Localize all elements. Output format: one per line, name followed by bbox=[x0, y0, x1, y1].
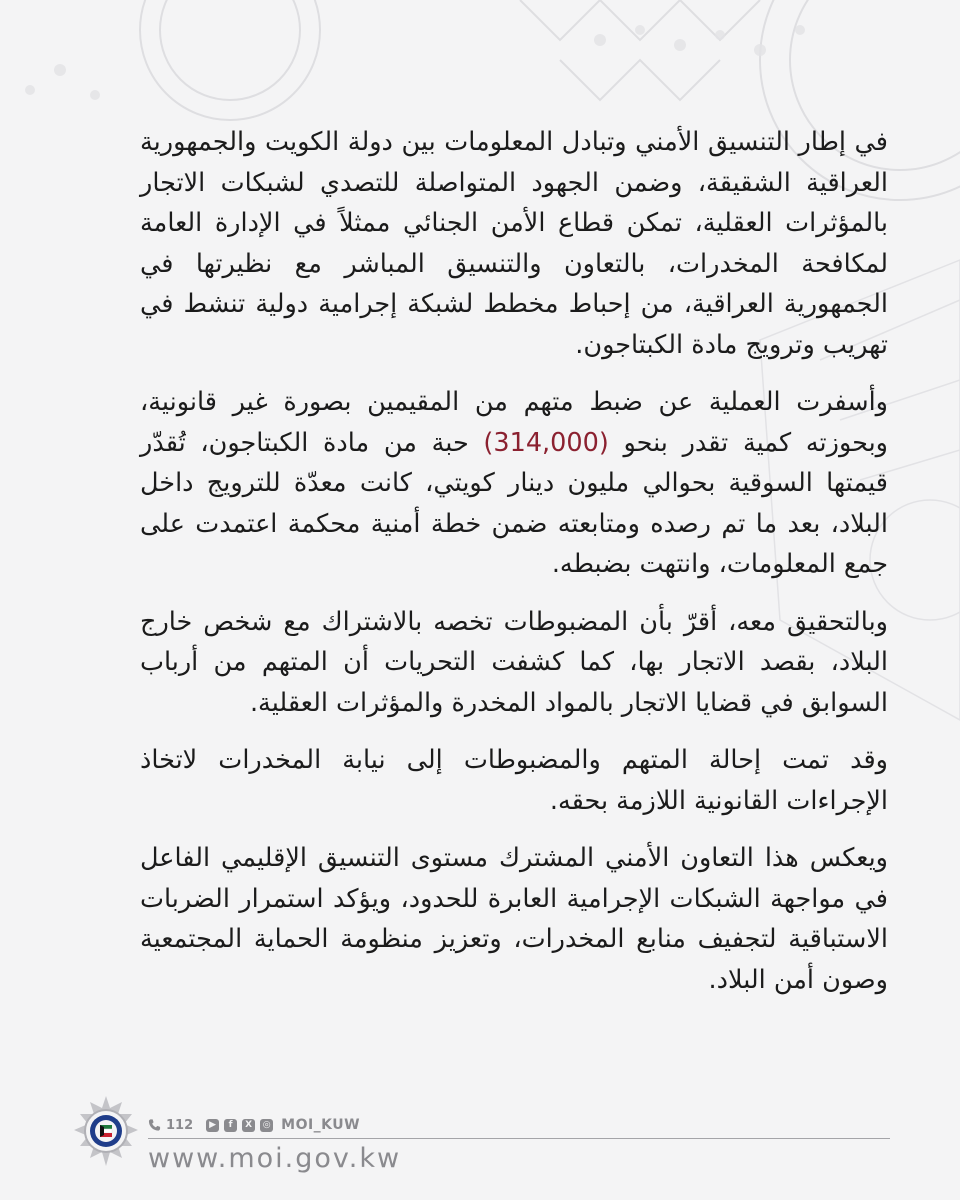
pill-count-highlight: (314,000) bbox=[483, 427, 609, 458]
phone-icon bbox=[148, 1118, 161, 1132]
paragraph-seizure bbox=[140, 382, 888, 585]
paragraph-referral: وقد تمت إحالة المتهم والمضبوطات إلى نيابة المخدرات لاتخاذ الإجراءات القانونية اللازمة بحقه. bbox=[140, 745, 888, 816]
press-release-body bbox=[140, 122, 888, 1017]
facebook-icon[interactable]: f bbox=[224, 1119, 237, 1132]
emergency-number: 112 bbox=[166, 1117, 194, 1133]
contact-row bbox=[148, 1114, 360, 1136]
website-link[interactable]: www.moi.gov.kw bbox=[148, 1143, 402, 1174]
seizure-text-before: وأسفرت العملية عن ضبط متهم من المقيمين بصورة غير قانونية، وبحوزته كمية تقدر بنحو bbox=[140, 387, 888, 458]
footer-divider bbox=[148, 1138, 890, 1139]
paragraph-conclusion: ويعكس هذا التعاون الأمني المشترك مستوى التنسيق الإقليمي الفاعل في مواجهة الشبكات الإجرامية العابرة للحدود، ويؤكد استمرار الضربات الاستباقية لتجفيف منابع المخدرات، وتعزيز منظومة الحماية المجتمعية وصون أمن البلاد. bbox=[140, 843, 888, 995]
x-icon[interactable]: X bbox=[242, 1119, 255, 1132]
social-handle[interactable]: MOI_KUW bbox=[281, 1117, 361, 1133]
paragraph-investigation: وبالتحقيق معه، أقرّ بأن المضبوطات تخصه بالاشتراك مع شخص خارج البلاد، بقصد الاتجار بها، كما كشفت التحريات أن المتهم من أرباب السوابق في قضايا الاتجار بالمواد المخدرة والمؤثرات العقلية. bbox=[140, 606, 888, 718]
seizure-text-after: حبة من مادة الكبتاجون، تُقدّر قيمتها السوقية بحوالي مليون دينار كويتي، كانت معدّة للترويج داخل البلاد، بعد ما تم رصده ومتابعته ضمن خطة أمنية محكمة اعتمدت على جمع المعلومات، وانتهت بضبطه. bbox=[140, 427, 888, 579]
kuwait-police-emblem-icon bbox=[70, 1096, 142, 1168]
footer bbox=[70, 1088, 890, 1178]
paragraph-coordination: في إطار التنسيق الأمني وتبادل المعلومات بين دولة الكويت والجمهورية العراقية الشقيقة، وضمن الجهود المتواصلة للتصدي لشبكات الاتجار بالمؤثرات العقلية، تمكن قطاع الأمن الجنائي ممثلاً في الإدارة العامة لمكافحة المخدرات، بالتعاون والتنسيق المباشر مع نظيرتها في الجمهورية العراقية، من إحباط مخطط لشبكة إجرامية دولية تنشط في تهريب وترويج مادة الكبتاجون. bbox=[140, 127, 888, 360]
instagram-icon[interactable]: ◎ bbox=[260, 1119, 273, 1132]
youtube-icon[interactable]: ▶ bbox=[206, 1119, 219, 1132]
